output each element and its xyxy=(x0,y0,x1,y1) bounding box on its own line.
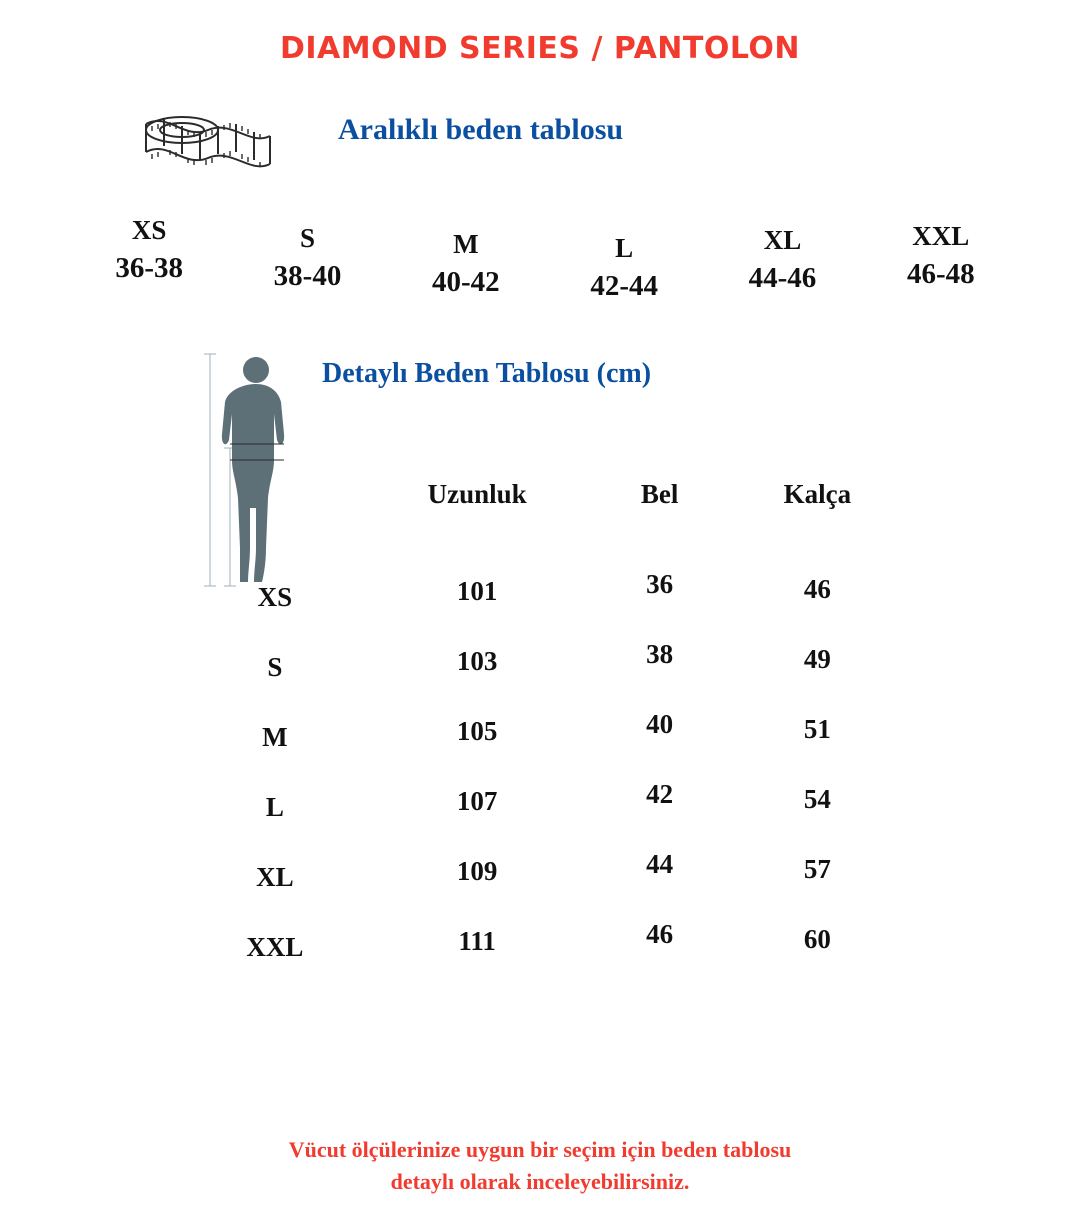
cell-hip: 46 xyxy=(803,573,831,604)
detail-size-section xyxy=(0,348,1080,1028)
table-row xyxy=(180,626,900,696)
range-size-label: M xyxy=(453,229,479,259)
cell-length: 105 xyxy=(456,715,498,746)
detail-size-table xyxy=(180,478,900,976)
range-size-value: 38-40 xyxy=(273,259,342,292)
range-size-value: 46-48 xyxy=(906,257,975,290)
cell-length: 101 xyxy=(456,575,498,606)
detail-table-heading: Detaylı Beden Tablosu (cm) xyxy=(322,358,652,389)
measuring-tape-icon xyxy=(138,106,278,176)
cell-size: L xyxy=(265,791,284,822)
column-header-length: Uzunluk xyxy=(427,479,527,509)
cell-waist: 40 xyxy=(646,708,674,739)
range-table-heading: Aralıklı beden tablosu xyxy=(338,113,624,146)
table-row xyxy=(180,556,900,626)
table-row xyxy=(180,766,900,836)
cell-size: XL xyxy=(256,861,294,892)
range-table xyxy=(70,214,1020,302)
cell-waist: 36 xyxy=(646,568,674,599)
range-size-value: 42-44 xyxy=(590,269,658,302)
footer-line-1: Vücut ölçülerinize uygun bir seçim için beden tablosu xyxy=(288,1137,792,1163)
footer-note xyxy=(0,1134,1080,1198)
cell-length: 111 xyxy=(458,925,496,956)
cell-size: M xyxy=(262,721,288,752)
range-size-section xyxy=(0,98,1080,328)
cell-hip: 51 xyxy=(803,713,831,744)
cell-hip: 54 xyxy=(803,783,831,814)
range-column xyxy=(387,228,545,301)
range-size-label: XL xyxy=(763,225,802,255)
column-header-waist: Bel xyxy=(640,479,679,509)
cell-size: S xyxy=(267,651,283,682)
cell-waist: 46 xyxy=(646,918,674,949)
range-size-label: S xyxy=(299,223,315,253)
range-column xyxy=(70,214,228,287)
page-title: DIAMOND SERIES / PANTOLON xyxy=(279,31,801,66)
table-header-row xyxy=(180,478,900,556)
cell-size: XXL xyxy=(246,931,304,962)
cell-hip: 60 xyxy=(803,923,831,954)
cell-size: XS xyxy=(257,581,293,612)
range-column xyxy=(545,232,703,305)
cell-waist: 38 xyxy=(646,638,674,669)
column-header-size xyxy=(180,478,370,556)
table-row xyxy=(180,696,900,766)
table-row xyxy=(180,836,900,906)
range-column xyxy=(862,220,1020,293)
cell-waist: 42 xyxy=(646,778,674,809)
footer-line-2: detaylı olarak inceleyebilirsiniz. xyxy=(390,1169,690,1195)
range-column xyxy=(703,224,861,297)
range-size-label: XXL xyxy=(912,221,970,251)
range-size-label: XS xyxy=(131,215,167,245)
cell-length: 107 xyxy=(456,785,498,816)
cell-waist: 44 xyxy=(646,848,674,879)
range-size-value: 44-46 xyxy=(748,261,817,294)
cell-length: 103 xyxy=(456,645,498,676)
range-size-value: 40-42 xyxy=(431,265,500,298)
table-row xyxy=(180,906,900,976)
cell-length: 109 xyxy=(456,855,498,886)
range-size-label: L xyxy=(615,233,634,263)
cell-hip: 57 xyxy=(803,853,831,884)
cell-hip: 49 xyxy=(803,643,831,674)
range-column xyxy=(228,222,386,295)
column-header-hip: Kalça xyxy=(783,479,852,509)
range-size-value: 36-38 xyxy=(115,251,183,284)
